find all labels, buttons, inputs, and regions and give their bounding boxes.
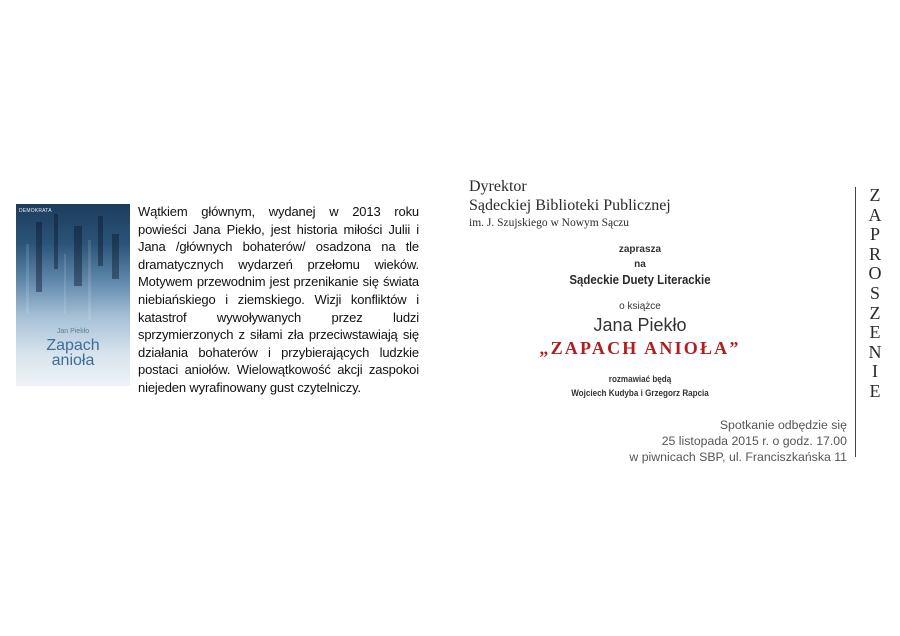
book-description: Wątkiem głównym, wydanej w 2013 roku powieści Jana Piekło, jest historia miłości Julii i Jana /głównych bohaterów/ osadzona na tle dramatycznych wydarzeń przełomu wieków. Motywem przewodnim jest przenikanie się świata niebiańskiego i ziemskiego. Wizji konfliktów i katastrof wywoływanych przez ludzi sprzymierzonych z siłami zła przeciwstawiają się działania bohaterów i przybierających ludzkie postaci aniołów. Wielowątkowość akcji zaspokoi niejeden wyrafinowany gust czytelniczy.: [138, 204, 419, 395]
cover-title-line2: anioła: [51, 352, 95, 369]
invitation-letter: E: [869, 380, 881, 401]
cover-title: [16, 338, 130, 368]
invitation-letter: S: [869, 282, 880, 303]
invitation-letter: N: [868, 341, 882, 362]
invitation-vertical-title: [864, 186, 886, 402]
on-text: na: [634, 259, 646, 270]
invitation-letter: R: [868, 243, 881, 264]
invitation-letter: P: [869, 224, 880, 245]
invitation-letter: I: [872, 361, 878, 382]
library-name: Sądeckiej Biblioteki Publicznej: [469, 197, 671, 214]
book-cover-image: [16, 204, 130, 386]
invitation-letter: Z: [869, 185, 881, 205]
vertical-divider: [855, 187, 856, 457]
event-series-name: Sądeckie Duety Literackie: [569, 272, 711, 287]
invites-text: zaprasza: [618, 244, 662, 255]
discussion-text: rozmawiać będą: [608, 374, 672, 385]
director-heading: Dyrektor: [469, 178, 527, 195]
cover-title-line1: Zapach: [46, 337, 100, 354]
about-book-text: o książce: [619, 301, 661, 312]
cover-publisher-label: DEMOKRATA: [19, 208, 52, 214]
invitation-letter: E: [869, 322, 881, 343]
meeting-location: w piwnicach SBP, ul. Franciszkańska 11: [629, 450, 847, 464]
meeting-announcement: Spotkanie odbędzie się: [719, 418, 847, 432]
author-name: Jana Piekło: [593, 315, 687, 335]
library-patron: im. J. Szujskiego w Nowym Sączu: [469, 217, 630, 229]
invitation-letter: Z: [869, 302, 881, 323]
invitation-letter: A: [868, 204, 882, 225]
book-title: „ZAPACH ANIOŁA”: [539, 338, 741, 358]
hosts-names: Wojciech Kudyba i Grzegorz Rapcia: [571, 388, 709, 399]
invitation-letter: O: [868, 263, 882, 284]
meeting-date-time: 25 listopada 2015 r. o godz. 17.00: [661, 434, 847, 448]
cover-author-label: Jan Piekło: [56, 328, 90, 335]
